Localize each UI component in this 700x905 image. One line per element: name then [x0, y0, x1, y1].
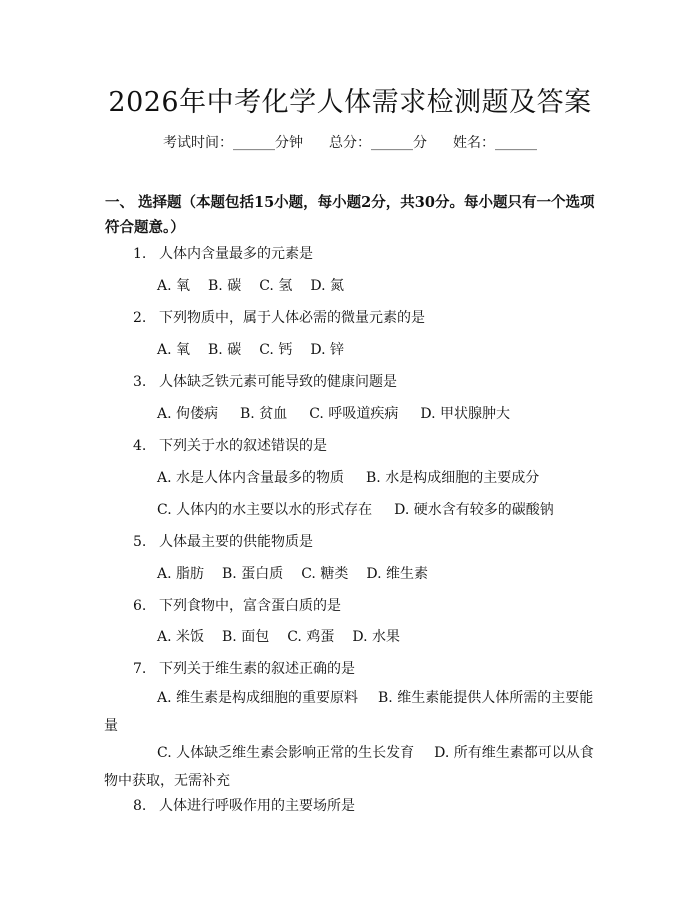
section-heading: [105, 190, 600, 240]
option-b: B. 面包: [222, 629, 270, 645]
question-7-options-row1: [104, 684, 596, 740]
question-7-options-row2: [104, 739, 596, 795]
option-b: B. 蛋白质: [222, 566, 284, 582]
option-b: B. 碳: [208, 342, 242, 358]
question-number: 1.: [133, 246, 147, 262]
option-d: D. 氮: [310, 278, 344, 294]
option-c: C. 糖类: [301, 566, 349, 582]
question-stem: 下列物质中，属于人体必需的微量元素的是: [159, 310, 425, 326]
question-stem: 下列关于维生素的叙述正确的是: [159, 661, 355, 677]
page-title: 2026年中考化学人体需求检测题及答案: [108, 87, 592, 118]
option-a: A. 维生素是构成细胞的重要原料: [157, 690, 359, 706]
score-unit: 分: [413, 135, 427, 151]
option-b: B. 贫血: [240, 406, 288, 422]
score-label: 总分：: [329, 135, 371, 151]
question-number: 5.: [133, 534, 147, 550]
option-c: C. 鸡蛋: [287, 629, 335, 645]
question-number: 3.: [133, 374, 147, 390]
option-d: D. 硬水含有较多的碳酸钠: [394, 502, 554, 518]
option-a: A. 氧: [157, 342, 191, 358]
time-label: 考试时间：: [163, 135, 233, 151]
question-6: [133, 596, 341, 616]
section-text: 选择题（本题包括15小题，每小题2分，共30分。每小题只有一个选项符合题意。）: [105, 194, 595, 236]
time-unit: 分钟: [275, 135, 303, 151]
option-c: C. 氢: [259, 278, 293, 294]
question-number: 7.: [133, 661, 147, 677]
question-4-options-row1: [157, 468, 557, 488]
question-stem: 人体最主要的供能物质是: [159, 534, 313, 550]
question-stem: 下列食物中，富含蛋白质的是: [159, 598, 341, 614]
question-number: 4.: [133, 438, 147, 454]
question-4: [133, 436, 327, 456]
option-d: D. 水果: [352, 629, 400, 645]
option-a: A. 脂肪: [157, 566, 205, 582]
question-stem: 人体缺乏铁元素可能导致的健康问题是: [159, 374, 397, 390]
option-c: C. 呼吸道疾病: [309, 406, 399, 422]
option-a: A. 水是人体内含量最多的物质: [157, 470, 345, 486]
question-3: [133, 372, 397, 392]
option-b: B. 碳: [208, 278, 242, 294]
option-d: D. 甲状腺肿大: [420, 406, 510, 422]
option-a: A. 米饭: [157, 629, 205, 645]
question-number: 8.: [133, 798, 147, 814]
question-stem: 下列关于水的叙述错误的是: [159, 438, 327, 454]
question-3-options: [157, 404, 528, 424]
question-number: 6.: [133, 598, 147, 614]
question-1-options: [157, 276, 362, 296]
option-d: D. 所有维生素都可以从食物中获取，无需补充: [104, 745, 594, 789]
name-label: 姓名：: [453, 135, 495, 151]
question-2-options: [157, 340, 362, 360]
question-7: [133, 659, 355, 679]
option-b: B. 水是构成细胞的主要成分: [366, 470, 540, 486]
question-number: 2.: [133, 310, 147, 326]
score-blank: ______: [371, 135, 413, 151]
option-c: C. 人体缺乏维生素会影响正常的生长发育: [157, 745, 415, 761]
question-4-options-row2: [157, 500, 572, 520]
question-5: [133, 532, 313, 552]
question-2: [133, 308, 425, 328]
option-c: C. 人体内的水主要以水的形式存在: [157, 502, 373, 518]
exam-info-line: [0, 132, 700, 152]
option-c: C. 钙: [259, 342, 293, 358]
question-6-options: [157, 627, 418, 647]
option-d: D. 锌: [310, 342, 344, 358]
question-1: [133, 244, 313, 264]
question-stem: 人体内含量最多的元素是: [159, 246, 313, 262]
option-b: B. 维生素能提供人体所需的主要能量: [104, 690, 594, 734]
question-5-options: [157, 564, 446, 584]
section-number: 一、: [105, 194, 134, 211]
question-stem: 人体进行呼吸作用的主要场所是: [159, 798, 355, 814]
option-a: A. 氧: [157, 278, 191, 294]
question-8: [133, 796, 355, 816]
name-blank: ______: [495, 135, 537, 151]
option-d: D. 维生素: [366, 566, 428, 582]
option-a: A. 佝偻病: [157, 406, 219, 422]
time-blank: ______: [233, 135, 275, 151]
